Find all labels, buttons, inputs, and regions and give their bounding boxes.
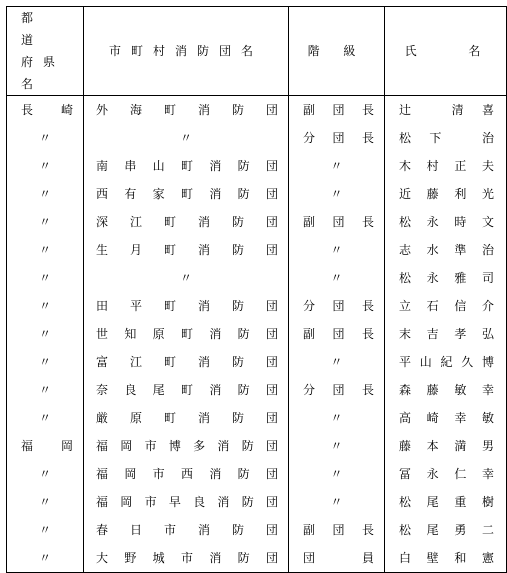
prefecture-cell-text: 〃 [38, 383, 51, 397]
prefecture-cell [7, 236, 84, 264]
prefecture-cell-text: 長 崎 [21, 103, 73, 117]
prefecture-cell-text: 〃 [38, 523, 51, 537]
rank-cell [289, 348, 385, 376]
name-cell [385, 180, 507, 208]
prefecture-cell-text: 〃 [38, 131, 51, 145]
prefecture-cell-text: 〃 [38, 243, 51, 257]
name-cell [385, 348, 507, 376]
rank-cell-text: 〃 [330, 439, 343, 453]
header-rank [289, 7, 385, 96]
unit-cell [84, 152, 289, 180]
unit-cell [84, 488, 289, 516]
name-cell [385, 124, 507, 152]
header-name [385, 7, 507, 96]
table-row [7, 544, 507, 573]
rank-cell-text: 〃 [330, 467, 343, 481]
unit-cell-text: 深 江 町 消 防 団 [96, 215, 278, 229]
table-row [7, 236, 507, 264]
prefecture-cell [7, 208, 84, 236]
name-cell [385, 460, 507, 488]
name-cell [385, 292, 507, 320]
rank-cell-text: 副 団 長 [303, 523, 374, 537]
name-cell [385, 152, 507, 180]
prefecture-cell [7, 292, 84, 320]
header-unit [84, 7, 289, 96]
table-row [7, 432, 507, 460]
name-cell-text: 松 下 治 [399, 131, 494, 145]
prefecture-cell-text: 〃 [38, 355, 51, 369]
prefecture-cell [7, 152, 84, 180]
rank-cell-text: 分 団 長 [303, 299, 374, 313]
prefecture-cell [7, 544, 84, 573]
unit-cell [84, 376, 289, 404]
prefecture-cell [7, 124, 84, 152]
rank-cell [289, 516, 385, 544]
roster-body [7, 96, 507, 573]
rank-cell [289, 460, 385, 488]
unit-cell-text: 生 月 町 消 防 団 [96, 243, 278, 257]
header-rank-label: 階 級 [307, 44, 366, 58]
unit-cell [84, 320, 289, 348]
name-cell-text: 高 崎 幸 敏 [399, 411, 494, 425]
name-cell [385, 264, 507, 292]
rank-cell-text: 副 団 長 [303, 327, 374, 341]
table-row [7, 264, 507, 292]
unit-cell-text: 富 江 町 消 防 団 [96, 355, 278, 369]
rank-cell [289, 292, 385, 320]
rank-cell [289, 152, 385, 180]
table-row [7, 124, 507, 152]
rank-cell-text: 〃 [330, 271, 343, 285]
rank-cell [289, 124, 385, 152]
table-row [7, 208, 507, 236]
prefecture-cell-text: 〃 [38, 299, 51, 313]
name-cell-text: 末 吉 孝 弘 [399, 327, 494, 341]
unit-cell [84, 236, 289, 264]
unit-cell-text: 西 有 家 町 消 防 団 [96, 187, 278, 201]
rank-cell-text: 分 団 長 [303, 131, 374, 145]
unit-cell-text: 福 岡 市 早 良 消 防 団 [96, 495, 278, 509]
unit-cell [84, 292, 289, 320]
rank-cell [289, 264, 385, 292]
unit-cell [84, 180, 289, 208]
rank-cell-text: 団 員 [303, 551, 374, 565]
rank-cell-text: 〃 [330, 243, 343, 257]
header-unit-label: 市町村消防団名 [108, 44, 263, 58]
unit-cell-text: 福 岡 市 西 消 防 団 [96, 467, 278, 481]
unit-cell [84, 124, 289, 152]
header-row [7, 7, 507, 96]
name-cell [385, 404, 507, 432]
name-cell-text: 志 水 準 治 [399, 243, 494, 257]
table-row [7, 152, 507, 180]
rank-cell [289, 208, 385, 236]
unit-cell-text: 南 串 山 町 消 防 団 [96, 159, 278, 173]
name-cell [385, 516, 507, 544]
prefecture-cell-text: 〃 [38, 495, 51, 509]
unit-cell-text: 福 岡 市 博 多 消 防 団 [96, 439, 278, 453]
name-cell-text: 松 尾 勇 二 [399, 523, 494, 537]
unit-cell [84, 208, 289, 236]
name-cell [385, 544, 507, 573]
unit-cell-text: 厳 原 町 消 防 団 [96, 411, 278, 425]
unit-cell [84, 432, 289, 460]
table-row [7, 488, 507, 516]
rank-cell [289, 236, 385, 264]
table-row [7, 348, 507, 376]
unit-cell [84, 516, 289, 544]
unit-cell-text: 世 知 原 町 消 防 団 [96, 327, 278, 341]
prefecture-cell-text: 〃 [38, 411, 51, 425]
rank-cell-text: 〃 [330, 411, 343, 425]
prefecture-cell-text: 〃 [38, 215, 51, 229]
unit-cell [84, 460, 289, 488]
unit-cell-text: 奈 良 尾 町 消 防 団 [96, 383, 278, 397]
document-page [6, 6, 506, 565]
table-row [7, 320, 507, 348]
prefecture-cell [7, 180, 84, 208]
header-prefecture [7, 7, 84, 96]
name-cell [385, 320, 507, 348]
rank-cell-text: 分 団 長 [303, 383, 374, 397]
prefecture-cell-text: 福 岡 [21, 439, 73, 453]
name-cell-text: 平 山 紀 久 博 [399, 355, 494, 369]
rank-cell-text: 副 団 長 [303, 215, 374, 229]
unit-cell [84, 348, 289, 376]
prefecture-cell-text: 〃 [38, 551, 51, 565]
header-prefecture-line2: 府県名 [21, 55, 66, 91]
rank-cell [289, 180, 385, 208]
name-cell [385, 96, 507, 125]
rank-cell [289, 96, 385, 125]
table-row [7, 404, 507, 432]
rank-cell-text: 〃 [330, 495, 343, 509]
prefecture-cell [7, 404, 84, 432]
name-cell [385, 488, 507, 516]
table-row [7, 516, 507, 544]
table-row [7, 292, 507, 320]
rank-cell-text: 〃 [330, 159, 343, 173]
name-cell-text: 森 藤 敏 幸 [399, 383, 494, 397]
prefecture-cell-text: 〃 [38, 327, 51, 341]
table-row [7, 96, 507, 125]
name-cell-text: 藤 本 満 男 [399, 439, 494, 453]
fire-brigade-roster-table [6, 6, 507, 573]
prefecture-cell [7, 96, 84, 125]
name-cell-text: 松 尾 重 樹 [399, 495, 494, 509]
unit-cell-text: 外 海 町 消 防 団 [96, 103, 278, 117]
name-cell [385, 208, 507, 236]
prefecture-cell-text: 〃 [38, 187, 51, 201]
name-cell-text: 近 藤 利 光 [399, 187, 494, 201]
name-cell-text: 松 永 時 文 [399, 215, 494, 229]
unit-cell-text: 〃 [179, 131, 192, 145]
header-name-label: 氏 名 [404, 44, 505, 58]
rank-cell-text: 〃 [330, 187, 343, 201]
prefecture-cell [7, 264, 84, 292]
name-cell-text: 辻 清 喜 [399, 103, 494, 117]
unit-cell [84, 404, 289, 432]
unit-cell [84, 264, 289, 292]
unit-cell-text: 田 平 町 消 防 団 [96, 299, 278, 313]
rank-cell [289, 376, 385, 404]
name-cell-text: 木 村 正 夫 [399, 159, 494, 173]
table-row [7, 460, 507, 488]
table-row [7, 180, 507, 208]
prefecture-cell [7, 320, 84, 348]
rank-cell-text: 〃 [330, 355, 343, 369]
unit-cell-text: 春 日 市 消 防 団 [96, 523, 278, 537]
name-cell-text: 白 壁 和 憲 [399, 551, 494, 565]
rank-cell-text: 副 団 長 [303, 103, 374, 117]
prefecture-cell [7, 432, 84, 460]
rank-cell [289, 404, 385, 432]
prefecture-cell [7, 516, 84, 544]
name-cell-text: 立 石 信 介 [399, 299, 494, 313]
rank-cell [289, 544, 385, 573]
rank-cell [289, 488, 385, 516]
unit-cell-text: 〃 [179, 271, 192, 285]
rank-cell [289, 432, 385, 460]
unit-cell-text: 大 野 城 市 消 防 団 [96, 551, 278, 565]
unit-cell [84, 96, 289, 125]
name-cell [385, 236, 507, 264]
rank-cell [289, 320, 385, 348]
unit-cell [84, 544, 289, 573]
prefecture-cell [7, 348, 84, 376]
prefecture-cell [7, 376, 84, 404]
name-cell [385, 376, 507, 404]
name-cell-text: 冨 永 仁 幸 [399, 467, 494, 481]
name-cell [385, 432, 507, 460]
table-row [7, 376, 507, 404]
prefecture-cell-text: 〃 [38, 159, 51, 173]
prefecture-cell-text: 〃 [38, 271, 51, 285]
name-cell-text: 松 永 雅 司 [399, 271, 494, 285]
header-prefecture-line1: 都 道 [21, 11, 56, 47]
prefecture-cell [7, 488, 84, 516]
prefecture-cell [7, 460, 84, 488]
prefecture-cell-text: 〃 [38, 467, 51, 481]
